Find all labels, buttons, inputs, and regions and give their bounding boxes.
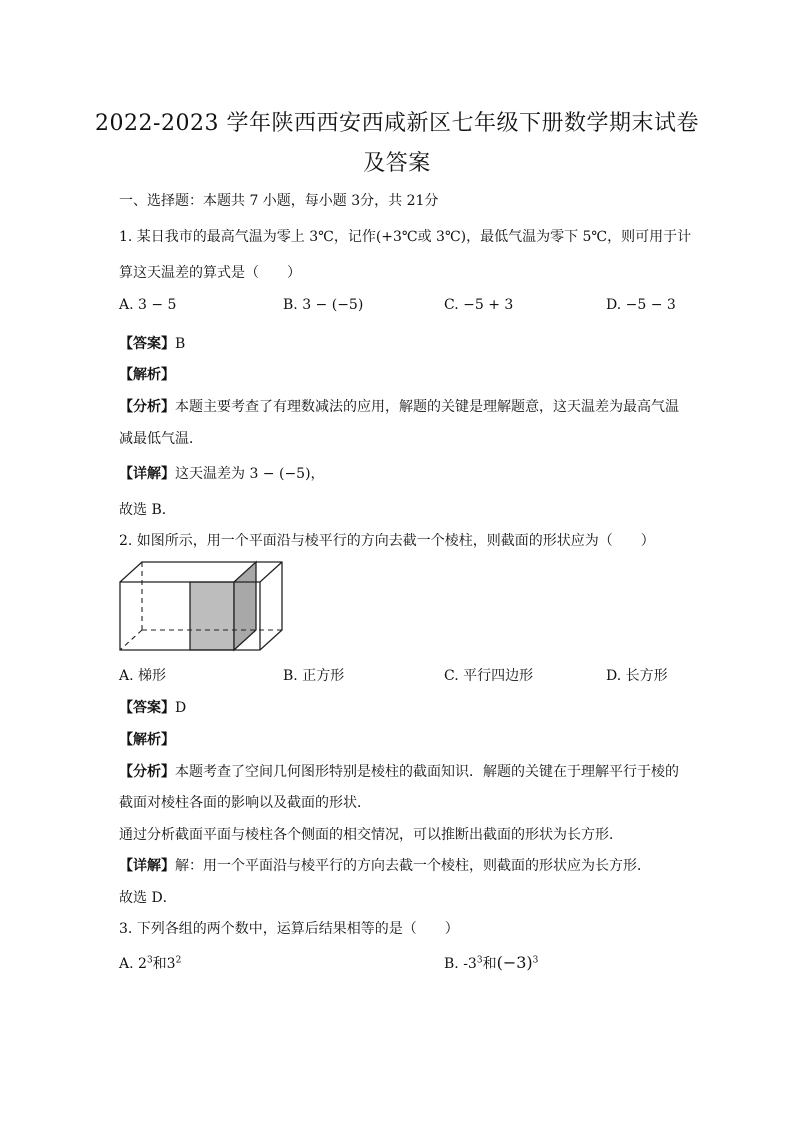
exponent: 3 <box>146 955 153 966</box>
answer-label: 【答案】 <box>119 336 175 352</box>
q1-stem-line1: 1. 某日我市的最高气温为零上 3℃，记作(+3℃或 3℃)，最低气温为零下 5℃，则可用于计 <box>119 229 692 245</box>
q1-fenxi-line1 <box>119 396 679 416</box>
fenxi-label: 【分析】 <box>119 399 175 415</box>
answer-value: B <box>175 336 186 352</box>
base: (−3) <box>496 953 533 972</box>
section-heading: 一、选择题：本题共 7 小题，每小题 3分，共 21分 <box>119 193 439 209</box>
document-title: 2022-2023 学年陕西西安西咸新区七年级下册数学期末试卷 <box>95 111 699 136</box>
option-letter: A. <box>119 956 139 972</box>
q2-option-c: C. 平行四边形 <box>444 668 534 684</box>
q1-analysis-label: 【解析】 <box>119 367 175 383</box>
q1-conclusion: 故选 B． <box>119 502 176 518</box>
q3-stem: 3. 下列各组的两个数中，运算后结果相等的是（ ） <box>119 921 459 937</box>
prism-cross-section-figure <box>118 558 284 654</box>
q3-option-b <box>444 953 538 973</box>
q2-fenxi-line1 <box>119 761 679 781</box>
fenxi-label: 【分析】 <box>119 764 175 780</box>
q2-option-d: D. 长方形 <box>606 668 668 684</box>
exponent: 2 <box>175 955 182 966</box>
base: 2 <box>138 956 147 972</box>
q1-stem-line2: 算这天温差的算式是（ ） <box>119 265 301 281</box>
base: -3 <box>463 956 477 972</box>
q2-answer <box>119 697 186 717</box>
q3-option-a <box>119 953 181 973</box>
detail-label: 【详解】 <box>119 466 175 482</box>
document-title-continued: 及答案 <box>363 151 431 176</box>
base: 3 <box>166 956 176 972</box>
q2-stem: 2. 如图所示，用一个平面沿与棱平行的方向去截一个棱柱，则截面的形状应为（ ） <box>119 533 655 549</box>
fenxi-text: 本题主要考查了有理数减法的应用，解题的关键是理解题意，这天温差为最高气温 <box>175 399 679 415</box>
q2-conclusion: 故选 D． <box>119 890 177 906</box>
q2-option-b: B. 正方形 <box>283 668 345 684</box>
q1-option-b: B. 3 − (−5) <box>283 297 364 313</box>
detail-text: 解：用一个平面沿与棱平行的方向去截一个棱柱，则截面的形状应为长方形． <box>175 858 651 874</box>
q1-answer <box>119 333 185 353</box>
detail-text: 这天温差为 3 − (−5)， <box>175 466 325 482</box>
q2-fenxi-line2: 截面对棱柱各面的影响以及截面的形状． <box>119 795 371 811</box>
prism-hidden-diagonal-edge <box>120 630 142 650</box>
conjunction: 和 <box>152 956 167 972</box>
exponent: 3 <box>476 955 483 966</box>
cross-section-side-face <box>234 562 256 650</box>
answer-label: 【答案】 <box>119 700 175 716</box>
cross-section-front-face <box>190 582 234 650</box>
q1-option-d: D. −5 − 3 <box>606 297 676 313</box>
conjunction: 和 <box>482 956 497 972</box>
fenxi-text: 本题考查了空间几何图形特别是棱柱的截面知识．解题的关键在于理解平行于棱的 <box>175 764 679 780</box>
option-letter: B. <box>444 956 464 972</box>
q1-fenxi-line2: 减最低气温． <box>119 431 203 447</box>
q2-option-a: A. 梯形 <box>119 668 167 684</box>
answer-value: D <box>175 700 187 716</box>
q1-option-c: C. −5 + 3 <box>444 297 514 313</box>
q1-option-a: A. 3 − 5 <box>119 297 177 313</box>
q2-detail <box>119 855 651 875</box>
q2-analysis-label: 【解析】 <box>119 732 175 748</box>
q1-detail <box>119 463 325 483</box>
exponent: 3 <box>532 955 539 966</box>
detail-label: 【详解】 <box>119 858 175 874</box>
q2-fenxi-line3: 通过分析截面平面与棱柱各个侧面的相交情况，可以推断出截面的形状为长方形． <box>119 827 623 843</box>
